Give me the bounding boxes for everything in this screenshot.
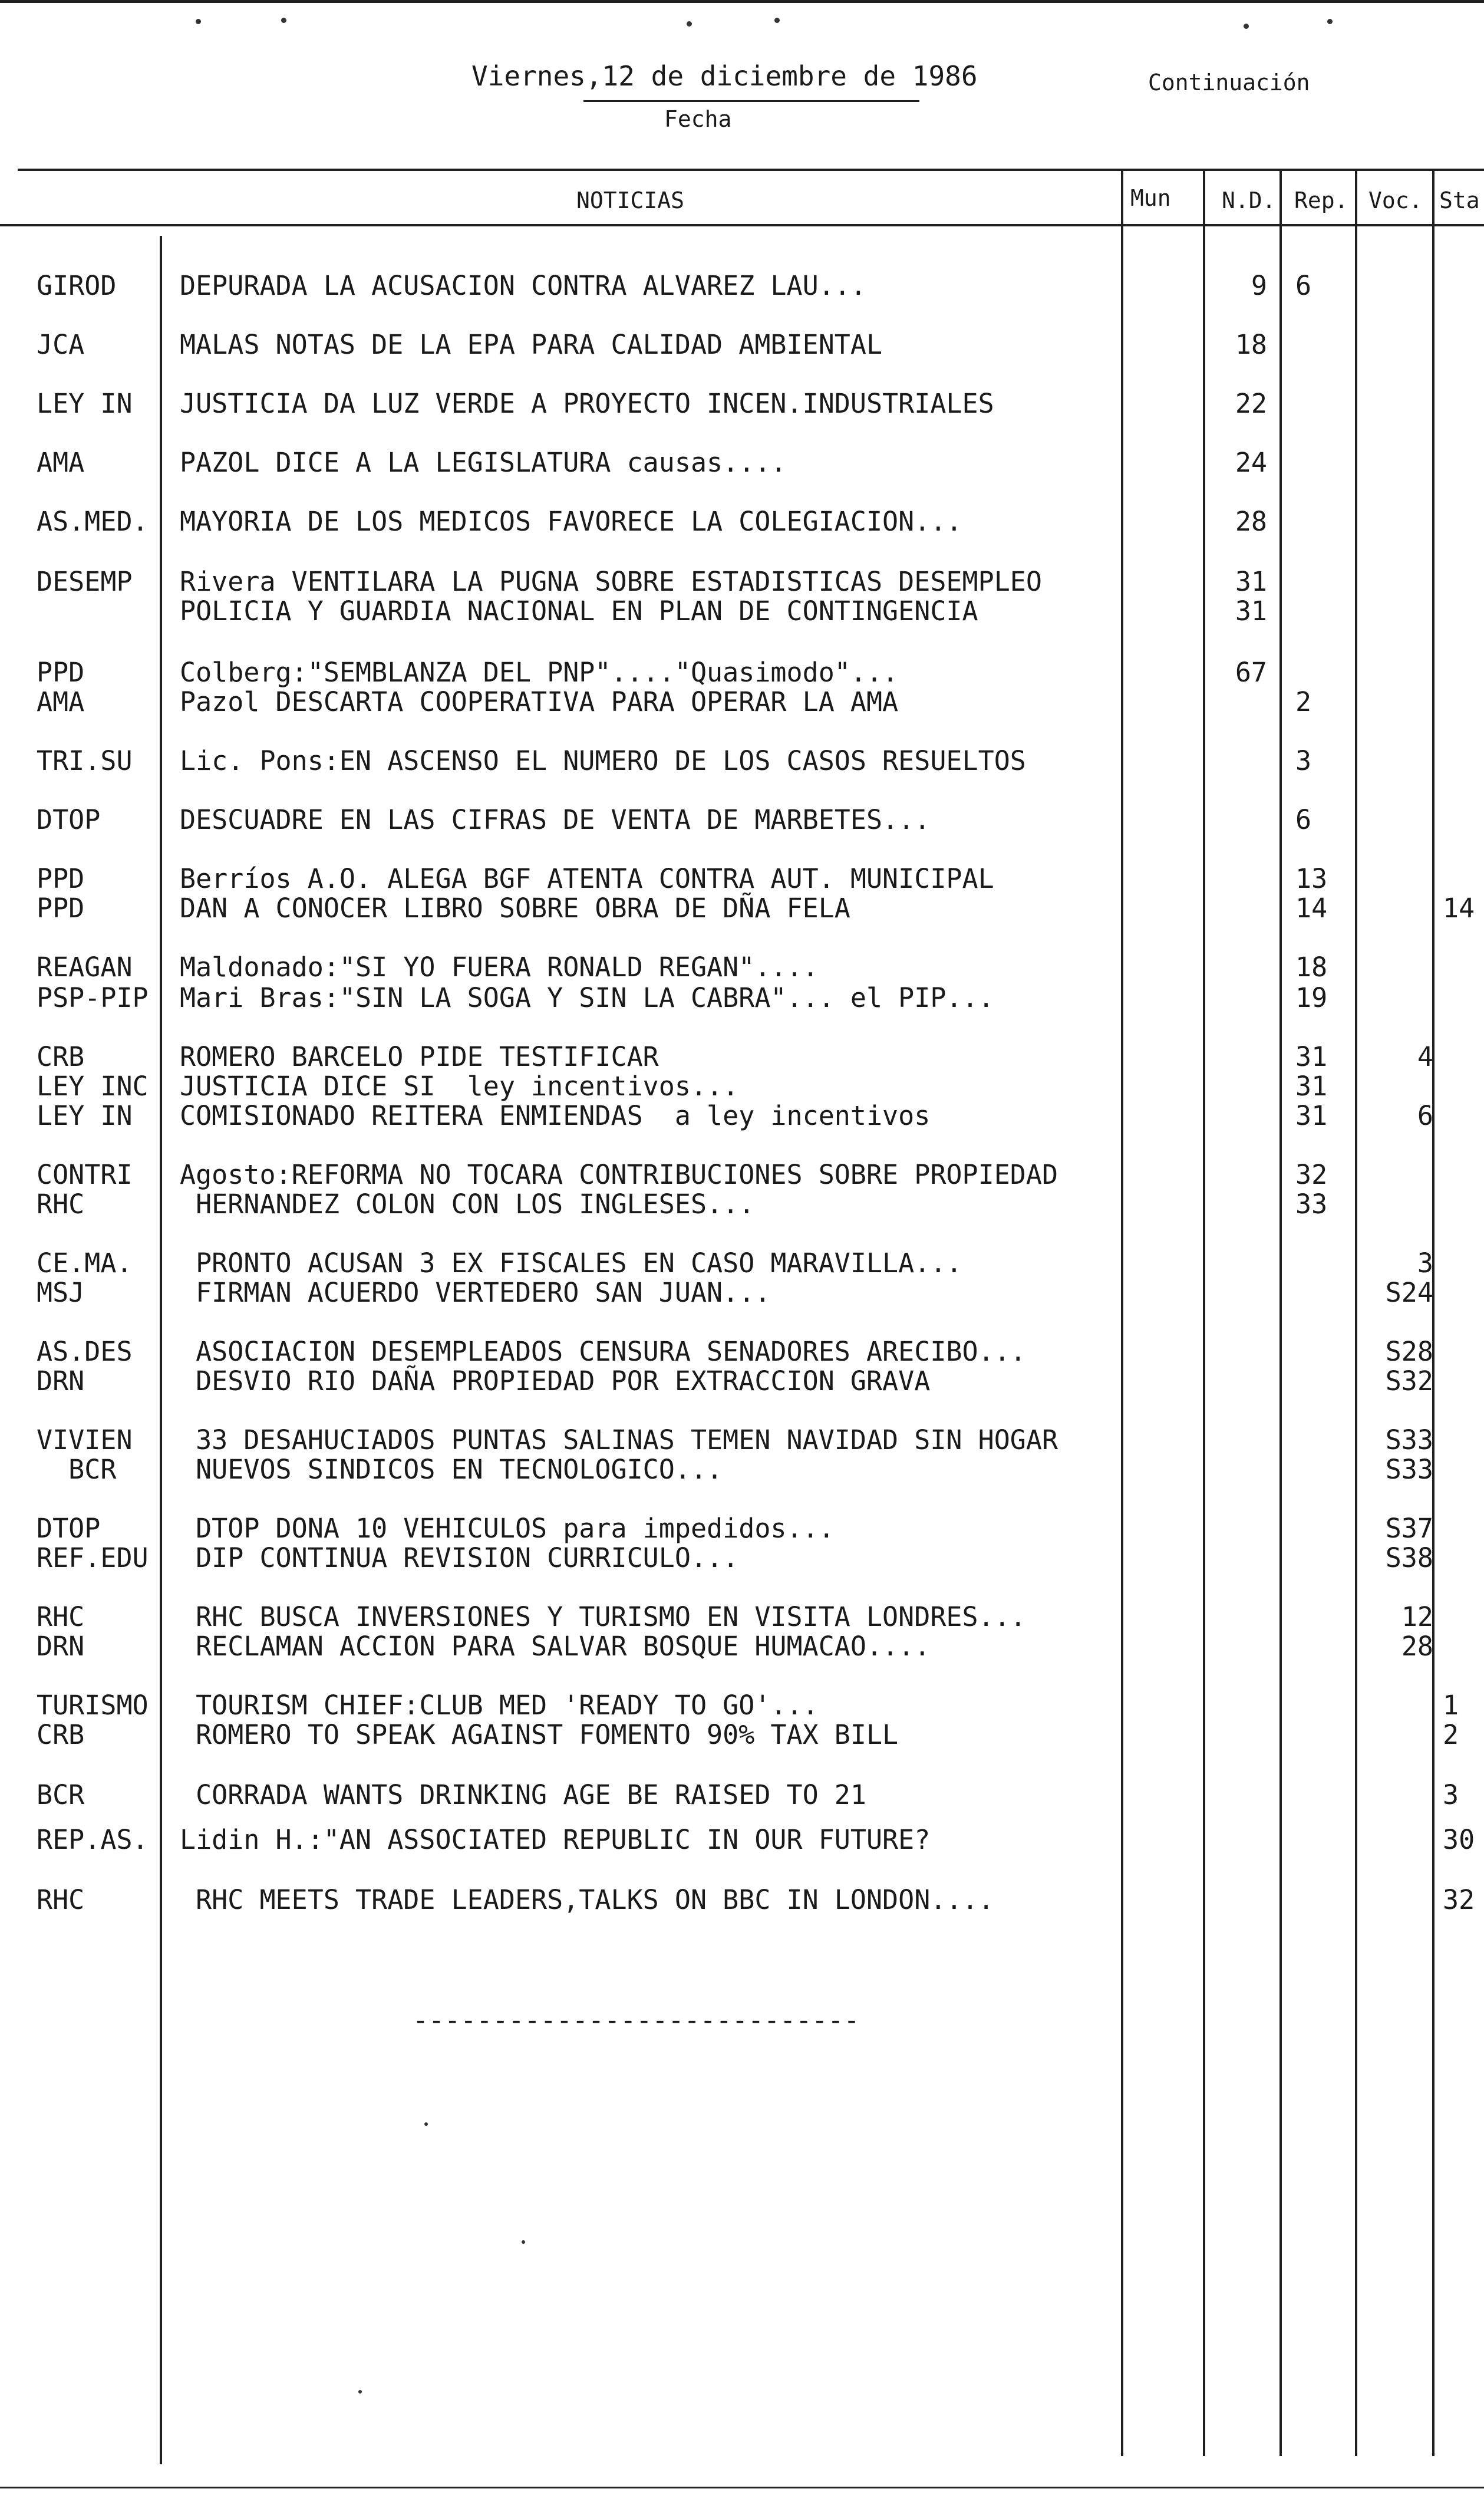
row-headline: DAN A CONOCER LIBRO SOBRE OBRA DE DÑA FELA [180,893,850,924]
row-code: GIROD [37,270,117,301]
row-nd-page: 18 [1235,329,1267,360]
row-rep-page: 3 [1295,745,1312,776]
row-sta-page: 3 [1443,1779,1459,1810]
row-headline: 33 DESAHUCIADOS PUNTAS SALINAS TEMEN NAVIDAD SIN HOGAR [180,1424,1058,1456]
scan-speck [358,2390,362,2394]
row-voc-page: S38 [1385,1542,1433,1573]
row-voc-page: S37 [1385,1513,1433,1544]
row-rep-page: 6 [1295,270,1312,301]
row-code: TRI.SU [37,745,133,776]
row-headline: Mari Bras:"SIN LA SOGA Y SIN LA CABRA"... el PIP... [180,982,994,1013]
footer-separator: ---------------------------- [413,2004,860,2036]
row-headline: ROMERO TO SPEAK AGAINST FOMENTO 90% TAX BILL [180,1719,899,1750]
scan-speck [522,2240,525,2244]
row-headline: CORRADA WANTS DRINKING AGE BE RAISED TO 21 [180,1779,866,1810]
row-rep-page: 14 [1295,893,1328,924]
row-voc-page: 6 [1417,1100,1433,1131]
column-header-voc: Voc. [1368,187,1423,213]
row-code: PSP-PIP [37,982,149,1013]
row-rep-page: 32 [1295,1159,1328,1190]
row-rep-page: 19 [1295,982,1328,1013]
scan-speck [1244,24,1249,29]
row-code: REAGAN [37,952,133,983]
row-voc-page: S28 [1385,1336,1433,1367]
column-header-sta: Sta [1439,187,1480,213]
row-code: AMA [37,447,85,478]
row-headline: ROMERO BARCELO PIDE TESTIFICAR [180,1041,659,1072]
row-voc-page: S33 [1385,1424,1433,1456]
row-code: DRN [37,1365,85,1397]
header-bottom-rule [0,224,1484,226]
row-code: BCR [37,1779,85,1810]
row-headline: MAYORIA DE LOS MEDICOS FAVORECE LA COLEGIACION... [180,506,962,537]
row-headline: RHC BUSCA INVERSIONES Y TURISMO EN VISITA LONDRES... [180,1601,1026,1632]
row-code: MSJ [37,1277,85,1308]
row-rep-page: 31 [1295,1100,1328,1131]
row-code: PPD [37,657,85,688]
scan-speck [1327,19,1333,24]
row-headline: PAZOL DICE A LA LEGISLATURA causas.... [180,447,787,478]
row-headline: Agosto:REFORMA NO TOCARA CONTRIBUCIONES SOBRE PROPIEDAD [180,1159,1058,1190]
row-code: DESEMP [37,566,133,597]
row-code: RHC [37,1601,85,1632]
column-header-nd: N.D. [1222,187,1276,213]
scan-speck [424,2122,428,2126]
row-voc-page: S32 [1385,1365,1433,1397]
row-code: PPD [37,893,85,924]
row-headline: TOURISM CHIEF:CLUB MED 'READY TO GO'... [180,1690,819,1721]
row-rep-page: 18 [1295,952,1328,983]
row-sta-page: 32 [1443,1884,1475,1915]
row-code: CRB [37,1719,85,1750]
row-headline: JUSTICIA DA LUZ VERDE A PROYECTO INCEN.INDUSTRIALES [180,388,994,419]
scan-speck [196,19,201,24]
row-headline: HERNANDEZ COLON CON LOS INGLESES... [180,1189,755,1220]
row-voc-page: S33 [1385,1454,1433,1485]
row-nd-page: 31 [1235,595,1267,627]
row-code: RHC [37,1884,85,1915]
continuation-label: Continuación [1148,70,1310,96]
row-code: JCA [37,329,85,360]
column-header-mun: Mun [1130,185,1171,211]
row-headline: COMISIONADO REITERA ENMIENDAS a ley incentivos [180,1100,931,1131]
row-code: LEY IN [37,1100,133,1131]
row-headline: RECLAMAN ACCION PARA SALVAR BOSQUE HUMACAO.... [180,1631,931,1662]
row-headline: Maldonado:"SI YO FUERA RONALD REGAN".... [180,952,819,983]
row-headline: JUSTICIA DICE SI ley incentivos... [180,1071,739,1102]
row-headline: NUEVOS SINDICOS EN TECNOLOGICO... [180,1454,723,1485]
row-code: DRN [37,1631,85,1662]
row-nd-page: 24 [1235,447,1267,478]
row-voc-page: 4 [1417,1041,1433,1072]
column-header-noticias: NOTICIAS [576,187,685,213]
row-nd-page: 28 [1235,506,1267,537]
scan-speck [687,21,692,27]
date-underline [583,100,919,102]
scan-speck [281,18,286,23]
row-rep-page: 33 [1295,1189,1328,1220]
sta-column-left [1432,169,1434,2456]
row-voc-page: 12 [1401,1601,1433,1632]
row-headline: FIRMAN ACUERDO VERTEDERO SAN JUAN... [180,1277,771,1308]
code-column-divider [160,236,162,2464]
row-rep-page: 31 [1295,1041,1328,1072]
row-rep-page: 2 [1295,686,1312,717]
row-voc-page: S24 [1385,1277,1433,1308]
voc-column-left [1355,169,1357,2456]
row-headline: ASOCIACION DESEMPLEADOS CENSURA SENADORES ARECIBO... [180,1336,1026,1367]
row-code: VIVIEN [37,1424,133,1456]
scan-speck [774,18,780,23]
row-code: AS.DES [37,1336,133,1367]
row-nd-page: 9 [1251,270,1267,301]
row-code: CE.MA. [37,1247,133,1279]
row-headline: Berríos A.O. ALEGA BGF ATENTA CONTRA AUT. MUNICIPAL [180,863,994,894]
row-headline: MALAS NOTAS DE LA EPA PARA CALIDAD AMBIENTAL [180,329,883,360]
row-headline: Pazol DESCARTA COOPERATIVA PARA OPERAR LA AMA [180,686,899,717]
row-code: RHC [37,1189,85,1220]
top-border [0,0,1484,3]
row-headline: DEPURADA LA ACUSACION CONTRA ALVAREZ LAU... [180,270,866,301]
row-code: AS.MED. [37,506,149,537]
row-sta-page: 14 [1443,893,1475,924]
row-voc-page: 3 [1417,1247,1433,1279]
row-headline: Rivera VENTILARA LA PUGNA SOBRE ESTADISTICAS DESEMPLEO [180,566,1042,597]
row-sta-page: 30 [1443,1824,1475,1855]
row-headline: DESCUADRE EN LAS CIFRAS DE VENTA DE MARBETES... [180,804,931,835]
row-headline: DIP CONTINUA REVISION CURRICULO... [180,1542,739,1573]
row-rep-page: 13 [1295,863,1328,894]
row-code: DTOP [37,804,101,835]
column-header-rep: Rep. [1294,187,1348,213]
row-headline: Lidin H.:"AN ASSOCIATED REPUBLIC IN OUR FUTURE? [180,1824,931,1855]
header-top-rule [18,169,1484,171]
row-code: REP.AS. [37,1824,149,1855]
date-caption: Fecha [664,106,732,132]
row-rep-page: 31 [1295,1071,1328,1102]
row-headline: DTOP DONA 10 VEHICULOS para impedidos... [180,1513,835,1544]
row-rep-page: 6 [1295,804,1312,835]
row-nd-page: 31 [1235,566,1267,597]
row-code: CRB [37,1041,85,1072]
row-code: CONTRI [37,1159,133,1190]
row-sta-page: 2 [1443,1719,1459,1750]
row-code: DTOP [37,1513,101,1544]
row-code: LEY INC [37,1071,149,1102]
document-date: Viernes,12 de diciembre de 1986 [471,60,978,92]
row-code: PPD [37,863,85,894]
row-code: REF.EDU [37,1542,149,1573]
row-headline: DESVIO RIO DAÑA PROPIEDAD POR EXTRACCION GRAVA [180,1365,931,1397]
rep-column-left [1279,169,1282,2456]
row-headline: RHC MEETS TRADE LEADERS,TALKS ON BBC IN LONDON.... [180,1884,994,1915]
row-headline: PRONTO ACUSAN 3 EX FISCALES EN CASO MARAVILLA... [180,1247,962,1279]
row-code: AMA [37,686,85,717]
row-nd-page: 67 [1235,657,1267,688]
row-voc-page: 28 [1401,1631,1433,1662]
row-sta-page: 1 [1443,1690,1459,1721]
row-code: LEY IN [37,388,133,419]
mun-column-left [1121,169,1123,2456]
row-code: BCR [37,1454,117,1485]
row-headline: Colberg:"SEMBLANZA DEL PNP"...."Quasimodo"... [180,657,899,688]
row-headline: POLICIA Y GUARDIA NACIONAL EN PLAN DE CONTINGENCIA [180,595,978,627]
row-headline: Lic. Pons:EN ASCENSO EL NUMERO DE LOS CASOS RESUELTOS [180,745,1026,776]
row-nd-page: 22 [1235,388,1267,419]
bottom-rule [0,2487,1484,2488]
row-code: TURISMO [37,1690,149,1721]
